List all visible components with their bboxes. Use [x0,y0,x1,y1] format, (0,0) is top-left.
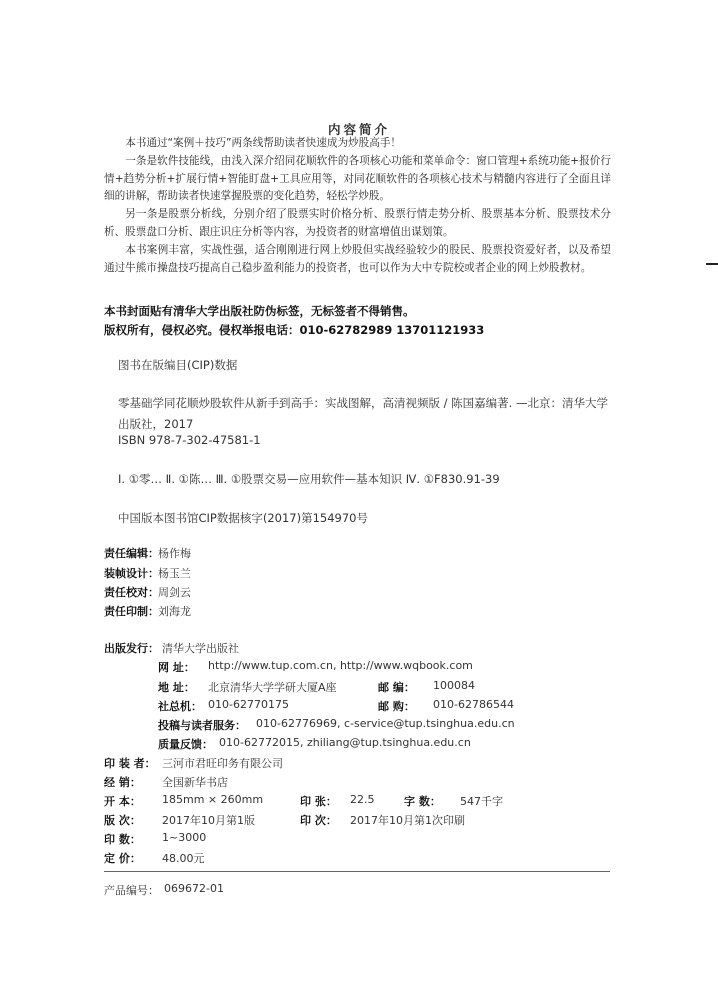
anti-counterfeit-notice: 本书封面贴有清华大学出版社防伪标签，无标签者不得销售。 [104,304,415,318]
contributor-service-label: 投稿与读者服务： [158,719,246,732]
switchboard-value: 010-62770175 [208,698,289,711]
address-label: 地 址： [158,681,195,694]
edge-mark [706,263,718,265]
mail-order-value: 010-62786544 [433,698,514,711]
cip-record: 零基础学同花顺炒股软件从新手到高手：实战图解，高清视频版 / 陈国嘉编著. —北京：清华大学出版社，2017 [118,396,608,431]
summary-paragraph-4: 本书案例丰富，实战性强，适合刚刚进行网上炒股但实战经验较少的股民、股票投资爱好者，以及希望通过牛熊市操盘技巧提高自己稳步盈利能力的投资者，也可以作为大中专院校或者企业的网上炒股教材。 [104,244,611,274]
address-value: 北京清华大学学研大厦A座 [208,681,337,694]
quality-feedback-label: 质量反馈： [158,738,213,751]
staff-label: 责任编辑： [104,547,159,560]
cip-isbn: ISBN 978-7-302-47581-1 [118,433,261,447]
price-value: 48.00元 [162,852,205,865]
publisher-name: 清华大学出版社 [162,642,239,655]
summary-title: 内容简介 [327,122,390,137]
edition-value: 2017年10月第1版 [162,814,255,827]
switchboard-label: 社总机： [158,700,202,713]
staff-label: 装帧设计： [104,567,159,580]
copies-value: 1~3000 [162,831,207,844]
cip-heading: 图书在版编目(CIP)数据 [118,358,238,372]
format-label: 开 本： [104,795,141,808]
impression-value: 2017年10月第1次印刷 [350,814,465,827]
quality-feedback-value: 010-62772015, zhiliang@tup.tsinghua.edu.cn [219,736,471,749]
words-label: 字 数： [404,795,441,808]
sheets-label: 印 张： [300,795,337,808]
website-label: 网 址： [158,661,195,674]
cip-classification: Ⅰ. ①零… Ⅱ. ①陈… Ⅲ. ①股票交易—应用软件—基本知识 Ⅳ. ①F830.91-39 [118,472,500,486]
staff-label: 责任校对： [104,586,159,599]
distributor-value: 全国新华书店 [162,776,228,789]
product-number-label: 产品编号： [104,884,159,897]
summary-paragraph-2: 一条是软件技能线，由浅入深介绍同花顺软件的各项核心功能和菜单命令：窗口管理+系统功能+报价行情+趋势分析+扩展行情+智能盯盘+工具应用等，对同花顺软件的各项核心技术与精髓内容进行了全面且详细的讲解，帮助读者快速掌握股票的变化趋势，轻松学炒股。 [104,155,611,202]
publisher-label: 出版发行： [104,642,159,655]
impression-label: 印 次： [300,814,337,827]
summary-paragraph-3: 另一条是股票分析线，分别介绍了股票实时价格分析、股票行情走势分析、股票基本分析、股票技术分析、股票盘口分析、跟庄识庄分析等内容，为投资者的财富增值出谋划策。 [104,208,611,238]
printer-value: 三河市君旺印务有限公司 [162,757,283,770]
words-value: 547千字 [460,795,503,808]
staff-value: 杨作梅 [158,547,191,560]
staff-value: 刘海龙 [158,605,191,618]
website-value: http://www.tup.com.cn, http://www.wqbook.com [208,659,473,672]
copyright-notice: 版权所有，侵权必究。侵权举报电话：010-62782989 13701121933 [104,323,485,337]
divider-line [104,871,610,872]
postcode-label: 邮 编： [378,681,415,694]
staff-label: 责任印制： [104,605,159,618]
mail-order-label: 邮 购： [378,700,415,713]
contributor-service-value: 010-62776969, c-service@tup.tsinghua.edu.cn [256,717,515,730]
staff-value: 周剑云 [158,586,191,599]
summary-paragraph-1: 本书通过“案例＋技巧”两条线帮助读者快速成为炒股高手！ [125,137,402,149]
edition-label: 版 次： [104,814,141,827]
price-label: 定 价： [104,852,141,865]
cip-library-number: 中国版本图书馆CIP数据核字(2017)第154970号 [118,511,368,525]
printer-label: 印 装 者： [104,757,156,770]
sheets-value: 22.5 [350,793,375,806]
distributor-label: 经 销： [104,776,141,789]
staff-value: 杨玉兰 [158,567,191,580]
format-value: 185mm × 260mm [162,793,264,806]
postcode-value: 100084 [433,679,475,692]
product-number-value: 069672-01 [164,882,224,895]
copies-label: 印 数： [104,833,141,846]
